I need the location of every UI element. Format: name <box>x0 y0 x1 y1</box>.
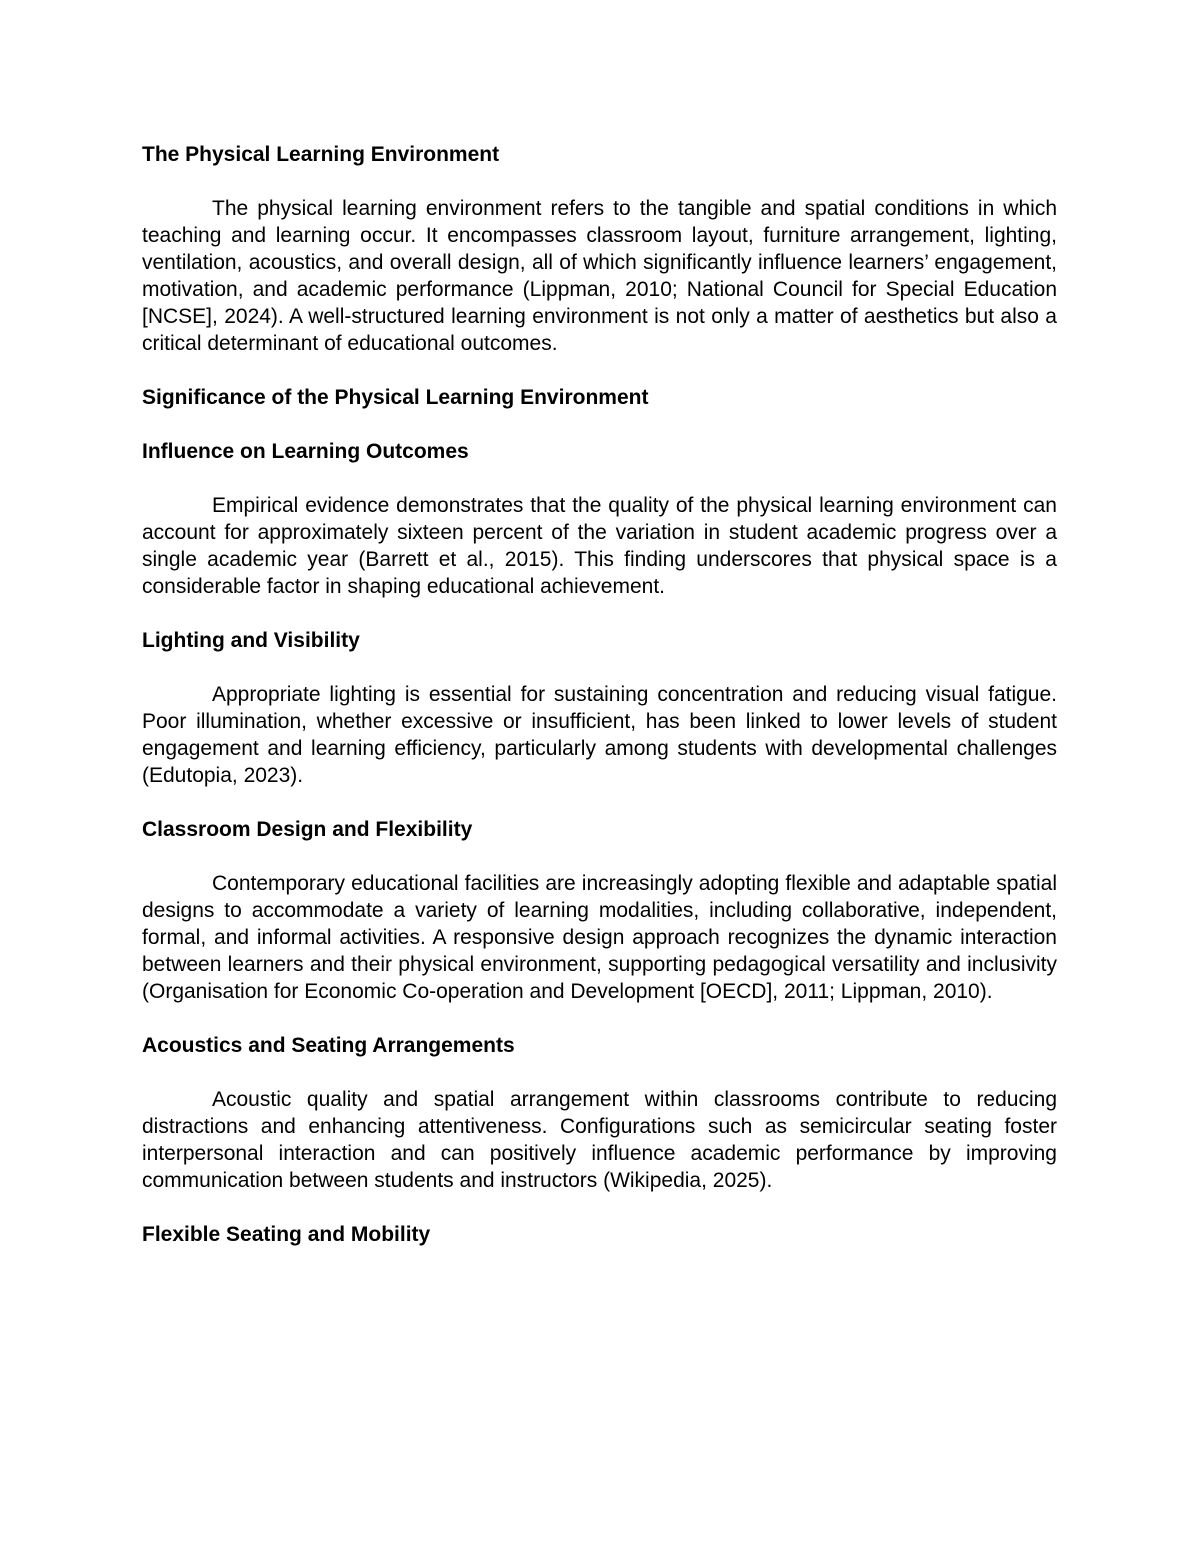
paragraph-physical-learning-environment: The physical learning environment refers to the tangible and spatial conditions in which teaching and learning occur. It encompasses classroom layout, furniture arrangement, lighting, ventilation, acoustics, and overall design, all of which significantly influence learners’ engagement, motivation, and academic performance (Lippman, 2010; National Council for Special Education [NCSE], 2024). A well-structured learning environment is not only a matter of aesthetics but also a critical determinant of educational outcomes. <box>142 197 1057 355</box>
spacer <box>142 1059 1057 1086</box>
spacer <box>142 789 1057 816</box>
spacer <box>142 168 1057 195</box>
section-heading-flexible-seating: Flexible Seating and Mobility <box>142 1223 431 1246</box>
spacer <box>142 357 1057 384</box>
document-page <box>142 141 1057 1248</box>
section-heading-significance: Significance of the Physical Learning Environment <box>142 386 649 409</box>
paragraph-learning-outcomes: Empirical evidence demonstrates that the quality of the physical learning environment can account for approximately sixteen percent of the variation in student academic progress over a single academic year (Barrett et al., 2015). This finding underscores that physical space is a considerable factor in shaping educational achievement. <box>142 494 1057 598</box>
section-heading-lighting: Lighting and Visibility <box>142 629 360 652</box>
spacer <box>142 843 1057 870</box>
spacer <box>142 600 1057 627</box>
section-heading-physical-learning-environment: The Physical Learning Environment <box>142 143 500 166</box>
paragraph-acoustics: Acoustic quality and spatial arrangement within classrooms contribute to reducing distractions and enhancing attentiveness. Configurations such as semicircular seating foster interpersonal interaction and can positively influence academic performance by improving communication between students and instructors (Wikipedia, 2025). <box>142 1088 1057 1192</box>
spacer <box>142 654 1057 681</box>
paragraph-lighting: Appropriate lighting is essential for sustaining concentration and reducing visual fatigue. Poor illumination, whether excessive or insufficient, has been linked to lower levels of student engagement and learning efficiency, particularly among students with developmental challenges (Edutopia, 2023). <box>142 683 1057 787</box>
section-heading-acoustics: Acoustics and Seating Arrangements <box>142 1034 515 1057</box>
spacer <box>142 411 1057 438</box>
paragraph-classroom-design: Contemporary educational facilities are increasingly adopting flexible and adaptable spatial designs to accommodate a variety of learning modalities, including collaborative, independent, formal, and informal activities. A responsive design approach recognizes the dynamic interaction between learners and their physical environment, supporting pedagogical versatility and inclusivity (Organisation for Economic Co-operation and Development [OECD], 2011; Lippman, 2010). <box>142 872 1057 1003</box>
section-heading-classroom-design: Classroom Design and Flexibility <box>142 818 473 841</box>
spacer <box>142 1194 1057 1221</box>
spacer <box>142 1005 1057 1032</box>
spacer <box>142 465 1057 492</box>
section-heading-learning-outcomes: Influence on Learning Outcomes <box>142 440 469 463</box>
